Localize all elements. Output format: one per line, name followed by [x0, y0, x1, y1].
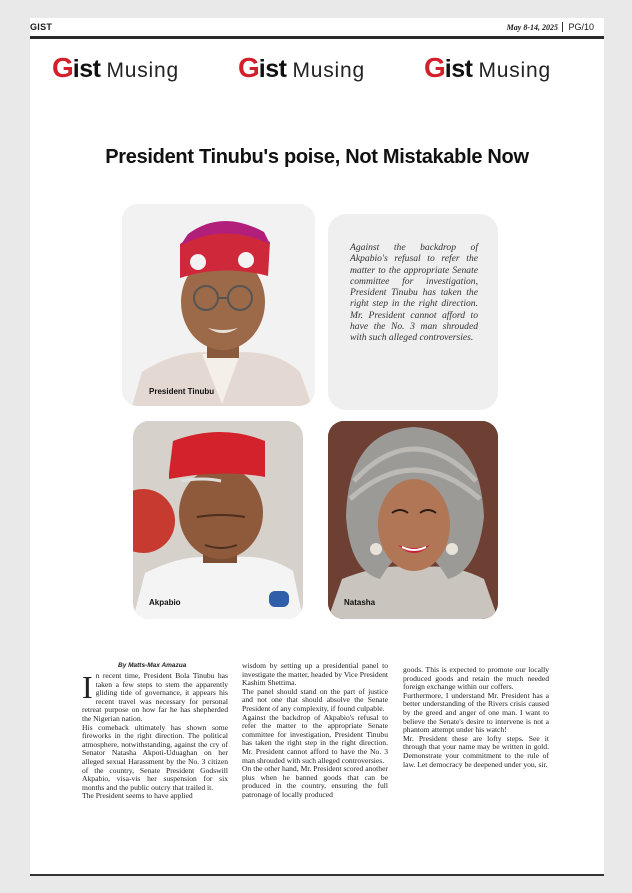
photo-caption: Akpabio: [149, 598, 181, 607]
issue-date: May 8-14, 2025: [506, 23, 558, 32]
article-column-2: [242, 662, 388, 800]
paragraph-text: n recent time, President Bola Tinubu has taken a few steps to stem the apparently gliding tide of governance, it appears his recent travel was necessary for personal retreat purpose on how far he has shepherded the Nigerian nation.: [82, 671, 228, 723]
logo-text: ist: [444, 55, 473, 83]
page-header: [30, 22, 604, 36]
drop-cap: I: [82, 669, 93, 705]
article-headline: President Tinubu's poise, Not Mistakable Now: [105, 146, 529, 168]
masthead-logo: [52, 52, 179, 82]
paragraph: Against the backdrop of Akpabio's refusal to refer the matter to the appropriate Senate committee for investigation, President Tinubu has taken the right step in the right direction. Mr. President cannot afford to have the No. 3 man shrouded with such alleged controversies.: [242, 712, 388, 765]
paragraph: His comeback ultimately has shown some fireworks in the right direction. The political atmosphere, notwithstanding, against the cry of Senator Natasha Akpoti-Uduaghan on her alleged sexual Harassment by the No. 3 citizen of the country, Senate President Godswill Akpabio, visa-vis her suspension for six months and the public outcry that trailed it.: [82, 722, 228, 792]
akpabio-photo: [133, 421, 303, 619]
masthead-label: Musing: [292, 59, 365, 82]
masthead-row: [52, 52, 592, 84]
paragraph: The President seems to have applied: [82, 791, 193, 801]
masthead-logo: [238, 52, 365, 82]
page-number: PG/10: [562, 22, 594, 32]
tinubu-photo: [122, 204, 315, 406]
photo-caption: President Tinubu: [149, 387, 215, 396]
article-byline: By Matts-Max Amazua: [118, 662, 187, 669]
pull-quote: [328, 214, 498, 410]
paragraph: Mr. President these are lofty steps. See it through that your name may be written in gold. Demonstrate your commitment to the rule of law. Let democracy be deepened under you, sir.: [403, 733, 549, 769]
article-column-1: [82, 669, 228, 801]
paragraph: [82, 669, 228, 724]
article-column-3: [403, 666, 549, 769]
newspaper-page: [30, 18, 604, 876]
paragraph: Furthermore, I understand Mr. President has a better understanding of the Rivers crisis caused by the greed and anger of one man. I want to believe the Senate's desire to intervene is not a phantom attempt under his watch!: [403, 690, 549, 735]
publication-name: GIST: [30, 22, 53, 32]
logo-text: ist: [72, 55, 101, 83]
akpabio-illustration: [133, 421, 303, 619]
paragraph: goods. This is expected to promote our locally produced goods and retain the much needed foreign exchange within our coffers.: [403, 665, 549, 692]
masthead-label: Musing: [106, 59, 179, 82]
paragraph: wisdom by setting up a presidential panel to investigate the matter, headed by Vice President Kashim Shettima.: [242, 661, 388, 688]
paragraph: On the other hand, Mr. President scored another plus when he banned goods that can be produced in the country, ensuring the full patronage of locally produced: [242, 764, 388, 799]
logo-text: ist: [258, 55, 287, 83]
logo-letter-g: G: [52, 52, 73, 83]
tinubu-illustration: [122, 204, 315, 406]
logo-letter-g: G: [238, 52, 259, 83]
natasha-illustration: [328, 421, 498, 619]
natasha-photo: [328, 421, 498, 619]
photo-caption: Natasha: [344, 598, 376, 607]
header-rule: [30, 36, 604, 39]
masthead-logo: [424, 52, 551, 82]
masthead-label: Musing: [478, 59, 551, 82]
logo-letter-g: G: [424, 52, 445, 83]
paragraph: The panel should stand on the part of justice and not one that should absolve the Senate President of any complexity, if found culpable.: [242, 686, 388, 713]
pull-quote-text: Against the backdrop of Akpabio's refusal to refer the matter to the appropriate Senate committee for investigation, President Tinubu has taken the right step in the right direction. Mr. President cannot afford to have the No. 3 man shrouded with such alleged controversies.: [350, 242, 478, 344]
